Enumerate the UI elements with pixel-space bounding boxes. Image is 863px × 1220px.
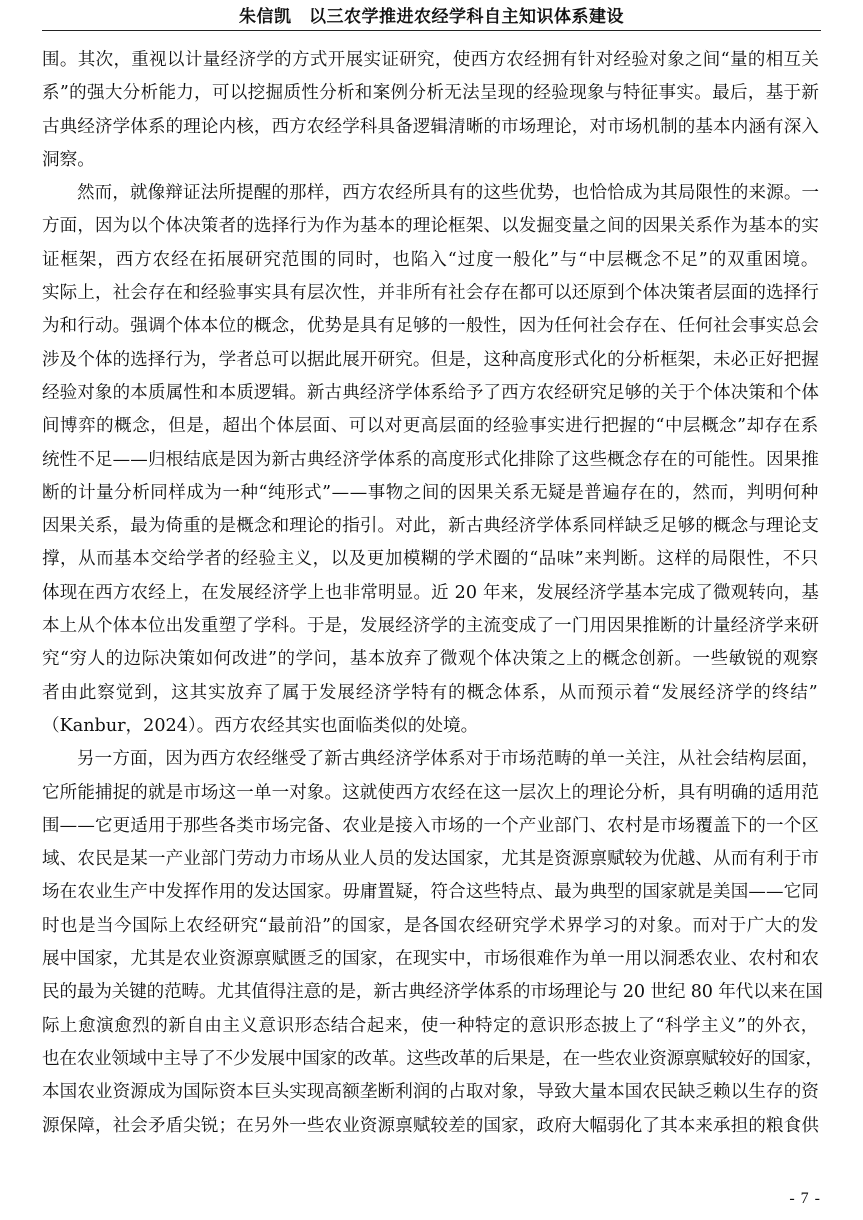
text-line: 时也是当今国际上农经研究“最前沿”的国家，是各国农经研究学术界学习的对象。而对于广大的发 (42, 915, 819, 936)
text-line: （Kanbur，2024）。西方农经其实也面临类似的处境。 (42, 715, 479, 736)
text-line: 围。其次，重视以计量经济学的方式开展实证研究，使西方农经拥有针对经验对象之间“量的相互关 (42, 50, 820, 70)
text-line: 洞察。 (42, 149, 95, 170)
text-line: 古典经济学体系的理论内核，西方农经学科具备逻辑清晰的市场理论，对市场机制的基本内涵有深入 (42, 116, 820, 137)
header-divider (42, 30, 821, 31)
text-line: 展中国家，尤其是农业资源禀赋匮乏的国家，在现实中，市场很难作为单一用以洞悉农业、农村和农 (42, 949, 820, 970)
text-line: 域、农民是某一产业部门劳动力市场从业人员的发达国家，尤其是资源禀赋较为优越、从而有利于市 (42, 849, 820, 870)
text-line: 者由此察觉到，这其实放弃了属于发展经济学特有的概念体系，从而预示着“发展经济学的终结” (42, 682, 819, 703)
text-line: 究“穷人的边际决策如何改进”的学问，基本放弃了微观个体决策之上的概念创新。一些敏锐的观察 (42, 649, 819, 670)
page-number: - 7 - (789, 1190, 821, 1207)
text-line: 围——它更适用于那些各类市场完备、农业是接入市场的一个产业部门、农村是市场覆盖下的一个区 (42, 815, 820, 836)
text-line: 也在农业领域中主导了不少发展中国家的改革。这些改革的后果是，在一些农业资源禀赋较好的国家， (42, 1048, 823, 1069)
text-line: 撑，从而基本交给学者的经验主义，以及更加模糊的学术圈的“品味”来判断。这样的局限性，不只 (42, 549, 819, 570)
text-line: 统性不足——归根结底是因为新古典经济学体系的高度形式化排除了这些概念存在的可能性。因果推 (42, 449, 820, 470)
text-line: 它所能捕捉的就是市场这一单一对象。这就使西方农经在这一层次上的理论分析，具有明确的适用范 (42, 782, 820, 803)
text-line: 经验对象的本质属性和本质逻辑。新古典经济学体系给予了西方农经研究足够的关于个体决策和个体 (42, 382, 820, 403)
text-line: 实际上，社会存在和经验事实具有层次性，并非所有社会存在都可以还原到个体决策者层面的选择行 (42, 283, 820, 304)
text-line: 场在农业生产中发挥作用的发达国家。毋庸置疑，符合这些特点、最为典型的国家就是美国——它同 (42, 882, 820, 903)
running-header: 朱信凯 以三农学推进农经学科自主知识体系建设 (239, 7, 624, 27)
text-line: 源保障，社会矛盾尖锐；在另外一些农业资源禀赋较差的国家，政府大幅弱化了其本来承担的粮食供 (42, 1115, 820, 1136)
text-line: 本国农业资源成为国际资本巨头实现高额垄断利润的占取对象，导致大量本国农民缺乏赖以生存的资 (42, 1082, 820, 1103)
paragraph-first-line: 然而，就像辩证法所提醒的那样，西方农经所具有的这些优势，也恰恰成为其局限性的来源。一 (77, 183, 820, 204)
paragraph-first-line: 另一方面，因为西方农经继受了新古典经济学体系对于市场范畴的单一关注，从社会结构层面， (77, 749, 820, 770)
text-line: 因果关系，最为倚重的是概念和理论的指引。对此，新古典经济学体系同样缺乏足够的概念与理论支 (42, 516, 820, 537)
text-line: 方面，因为以个体决策者的选择行为作为基本的理论框架、以发掘变量之间的因果关系作为基本的实 (42, 216, 820, 237)
text-line: 涉及个体的选择行为，学者总可以据此展开研究。但是，这种高度形式化的分析框架，未必正好把握 (42, 349, 820, 370)
text-line: 证框架，西方农经在拓展研究范围的同时，也陷入“过度一般化”与“中层概念不足”的双重困境。 (42, 249, 820, 270)
text-line: 际上愈演愈烈的新自由主义意识形态结合起来，使一种特定的意识形态披上了“科学主义”的外衣， (42, 1015, 819, 1036)
text-line: 断的计量分析同样成为一种“纯形式”——事物之间的因果关系无疑是普遍存在的，然而，判明何种 (42, 482, 819, 503)
text-line: 系”的强大分析能力，可以挖掘质性分析和案例分析无法呈现的经验现象与特征事实。最后，基于新 (42, 83, 820, 104)
body-text (42, 44, 823, 1143)
text-line: 为和行动。强调个体本位的概念，优势是具有足够的一般性，因为任何社会存在、任何社会事实总会 (42, 316, 820, 337)
text-line: 民的最为关键的范畴。尤其值得注意的是，新古典经济学体系的市场理论与 20 世纪 80 年代以来在国 (42, 982, 823, 1003)
text-line: 体现在西方农经上，在发展经济学上也非常明显。近 20 年来，发展经济学基本完成了微观转向，基 (42, 582, 820, 603)
text-line: 间博弈的概念，但是，超出个体层面、可以对更高层面的经验事实进行把握的“中层概念”却存在系 (42, 416, 819, 437)
text-line: 本上从个体本位出发重塑了学科。于是，发展经济学的主流变成了一门用因果推断的计量经济学来研 (42, 616, 820, 637)
